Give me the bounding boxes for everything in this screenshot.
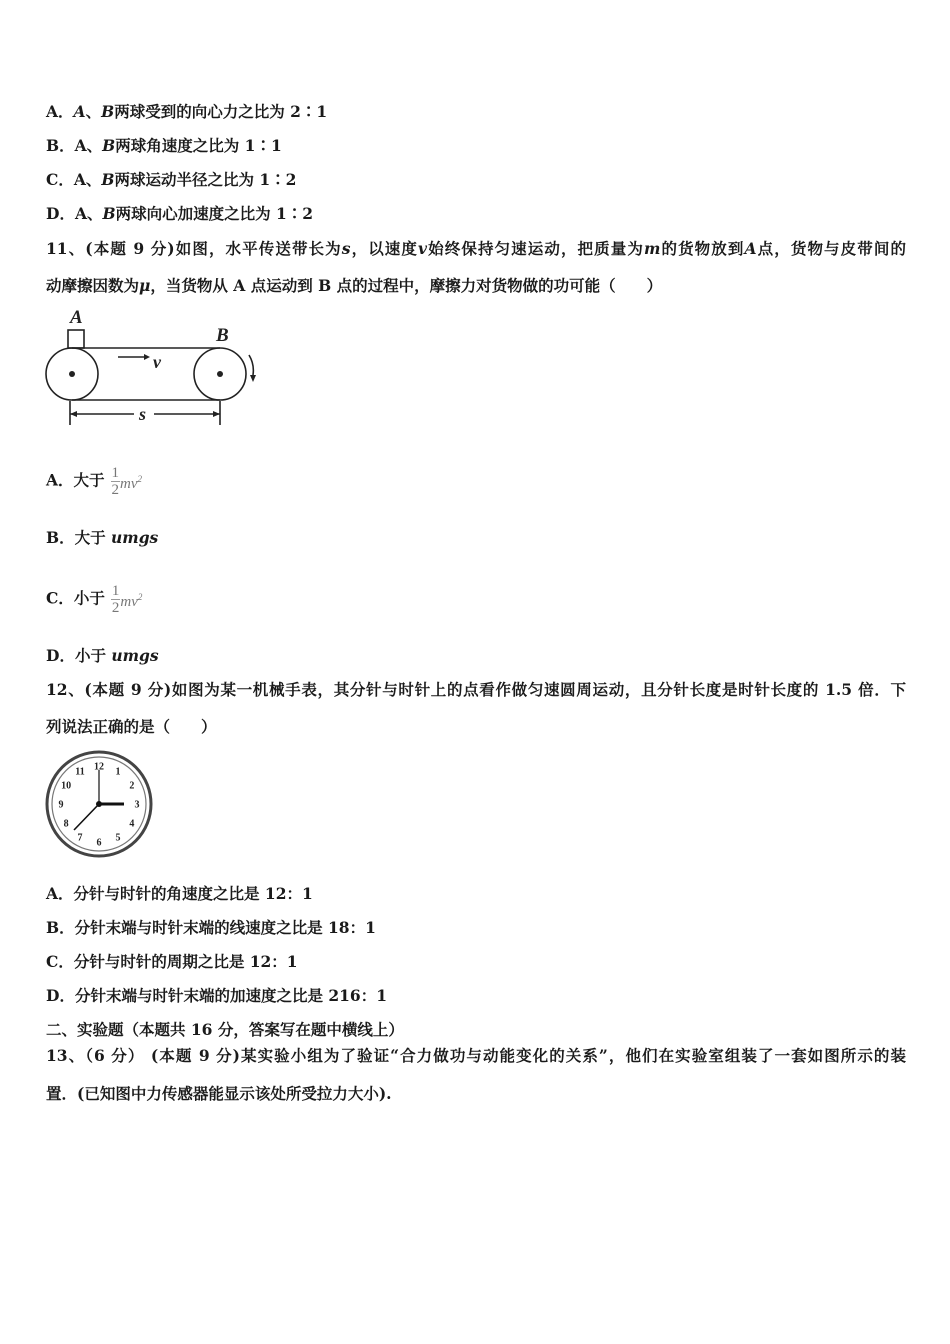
label-b: B	[216, 325, 229, 346]
clock-numeral-1: 1	[115, 766, 121, 778]
q12-option-a: A．分针与时针的角速度之比是 12：1	[46, 884, 313, 903]
q11-option-d: D．小于 umgs	[46, 646, 159, 665]
clock-numeral-10: 10	[61, 780, 72, 792]
clock-numeral-11: 11	[75, 766, 85, 778]
q12-stem-line2: 列说法正确的是（ ）	[46, 717, 217, 736]
q10-option-d: D．A、B两球向心加速度之比为 1∶2	[46, 204, 314, 223]
cargo-box	[68, 330, 84, 348]
clock-numeral-12: 12	[94, 761, 104, 773]
q11-stem-line2: 动摩擦因数为μ，当货物从 A 点运动到 B 点的过程中，摩擦力对货物做的功可能（ ）	[46, 276, 663, 295]
q13-stem-line1: 13、（6 分） (本题 9 分)某实验小组为了验证“合力做功与动能变化的关系”，他们在实验室组装了一套如图所示的装	[46, 1046, 906, 1065]
section-title: 二、实验题（本题共 16 分，答案写在题中横线上）	[46, 1020, 404, 1039]
clock-numeral-9: 9	[58, 799, 64, 811]
clock-numeral-4: 4	[129, 818, 135, 830]
q11-stem-line1: 11、(本题 9 分)如图，水平传送带长为s，以速度v始终保持匀速运动，把质量为m的货物放到A点，货物与皮带间的	[46, 239, 906, 258]
label-a: A	[70, 307, 83, 328]
q10-option-a: A．A、B两球受到的向心力之比为 2∶1	[46, 102, 328, 121]
q11-option-c: C．小于 $\frac{1}{2}$ $mv^2$	[46, 583, 143, 616]
q12-option-c: C．分针与时针的周期之比是 12：1	[46, 952, 298, 971]
clock-numeral-5: 5	[115, 832, 121, 844]
q10-option-b: B．A、B两球角速度之比为 1∶1	[46, 136, 282, 155]
clock-numeral-3: 3	[134, 799, 140, 811]
q12-stem-line1: 12、(本题 9 分)如图为某一机械手表，其分针与时针上的点看作做匀速圆周运动，且分针长度是时针长度的 1.5 倍．下	[46, 680, 906, 699]
fraction-one-half: $\frac{1}{2}$	[111, 465, 120, 498]
label-v: v	[153, 352, 161, 372]
clock-numeral-6: 6	[96, 837, 102, 849]
q11-option-a: A．大于 $\frac{1}{2}$ $mv^2$	[46, 465, 143, 498]
q13-stem-line2: 置．(已知图中力传感器能显示该处所受拉力大小).	[46, 1084, 392, 1103]
rotation-arrow	[249, 355, 253, 375]
clock-numeral-8: 8	[63, 818, 69, 830]
q11-option-b: B．大于 umgs	[46, 528, 159, 547]
q12-option-d: D．分针末端与时针末端的加速度之比是 216：1	[46, 986, 387, 1005]
conveyor-belt-figure	[40, 305, 265, 430]
minute-hand	[74, 804, 99, 830]
clock-figure	[44, 750, 156, 860]
label-s: s	[139, 404, 147, 424]
clock-numeral-7: 7	[77, 832, 83, 844]
q10-option-c: C．A、B两球运动半径之比为 1∶2	[46, 170, 297, 189]
clock-numeral-2: 2	[129, 780, 135, 792]
q12-option-b: B．分针末端与时针末端的线速度之比是 18：1	[46, 918, 376, 937]
fraction-one-half: $\frac{1}{2}$	[111, 583, 120, 616]
